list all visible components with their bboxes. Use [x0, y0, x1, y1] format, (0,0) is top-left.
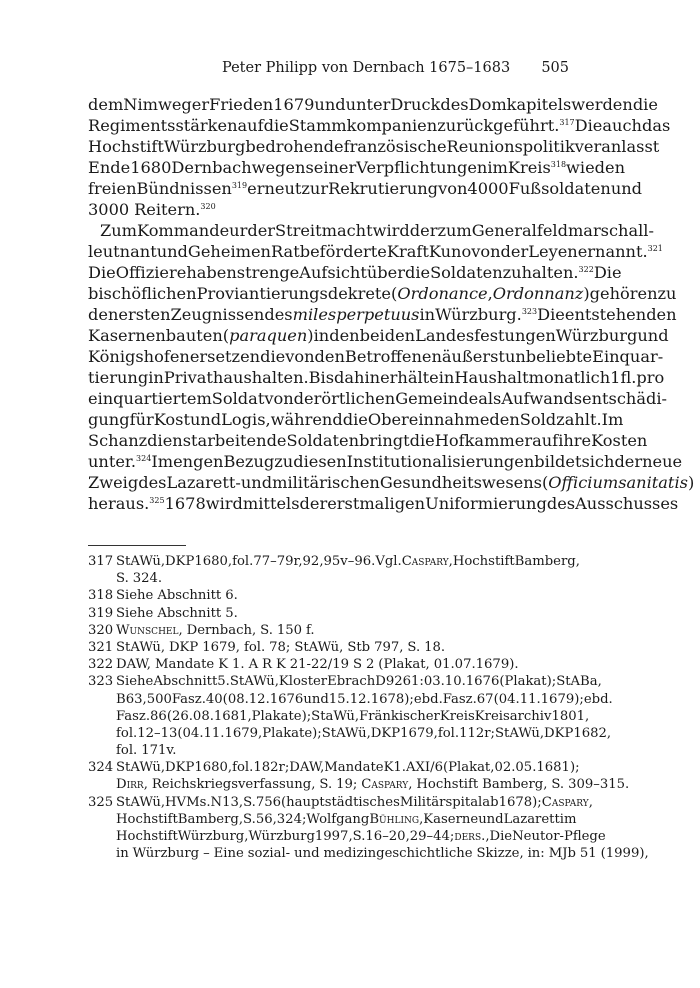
body-line: dem Nimweger Frieden 1679 und unter Druck des Domkapitels werden die	[88, 95, 658, 114]
running-header	[0, 60, 700, 80]
footnote-ref: 320	[200, 202, 216, 211]
footnote-line: Dirr, Reichskriegsverfassung, S. 19; Caspary, Hochstift Bamberg, S. 309–315.	[116, 777, 630, 793]
footnote-325	[88, 794, 649, 863]
footnote-ref: 322	[578, 265, 594, 274]
body-line: Zweig des Lazarett- und militärischen Gesundheitswesens (Officium sanitatis)	[88, 473, 695, 492]
body-line: Regimentsstärken auf die Stammkompanien zurückgeführt.$^{317}$ Die auch das	[88, 116, 671, 135]
footnote-line: StAWü, DKP 1679, fol. 78; StAWü, Stb 797, S. 18.	[116, 639, 446, 655]
footnote-line: DAW, Mandate K 1. A R K 21-22/19 S 2 (Plakat, 01.07.1679).	[116, 657, 519, 673]
body-line: gung für Kost und Logis, während die Obereinnahme den Sold zahlt. Im	[88, 410, 624, 429]
footnote-line: Wunschel, Dernbach, S. 150 f.	[116, 622, 315, 638]
footnote-ref: 323	[521, 307, 538, 316]
footnote-line: in Würzburg – Eine sozial- und medizingeschichtliche Skizze, in: MJb 51 (1999),	[116, 846, 649, 862]
footnote-line: StAWü, DKP 1680, fol. 77–79r, 92, 95v–96. Vgl. Caspary, Hochstift Bamberg,	[116, 554, 580, 569]
footnote-line: Siehe Abschnitt 5.	[116, 605, 238, 621]
footnote-ref: 317	[559, 118, 575, 127]
footnote-number: 319	[88, 605, 114, 621]
footnote-ref: 319	[231, 181, 248, 190]
body-line: einquartiertem Soldat von der örtlichen Gemeinde als Aufwandsentschädi-	[88, 389, 668, 408]
body-line: Hochstift Würzburg bedrohende französische Reunionspolitik veranlasst	[88, 137, 660, 156]
footnote-line: Hochstift Bamberg, S. 56, 324; Wolfgang Bühling, Kaserne und Lazarett im	[116, 811, 577, 827]
footnote-line: S. 324.	[116, 571, 163, 587]
body-line: Kasernenbauten (paraquen) in den beiden Landesfestungen Würzburg und	[88, 326, 669, 345]
body-line: Schanzdienst arbeitende Soldaten bringt die Hofkammer auf ihre Kosten	[88, 431, 648, 450]
body-line: Die Offiziere haben strenge Aufsicht über die Soldaten zu halten.$^{322}$ Die	[88, 263, 622, 282]
footnote-320	[88, 622, 572, 639]
body-line: Ende 1680 Dernbach wegen seiner Verpflichtungen im Kreis$^{318}$ wie den	[88, 158, 626, 177]
body-line: unter.$^{324}$ Im engen Bezug zu diesen Institutionalisierungen bildet sich der neue	[88, 452, 683, 471]
body-line: Zum Kommandeur der Streitmacht wird der zum Generalfeldmarschall-	[100, 221, 654, 240]
footnote-318	[88, 587, 572, 604]
footnote-line: fol. 12–13 (04.11.1679, Plakate); StAWü, DKP 1679, fol. 112r; StAWü, DKP 1682,	[116, 725, 612, 741]
footnote-number: 320	[88, 622, 114, 638]
body-line: heraus.$^{325}$ 1678 wird mittels der erstmaligen Uniformierung des Ausschusses	[88, 494, 679, 513]
footnote-321	[88, 639, 572, 656]
body-line: tierung in Privathaushalten. Bis dahin erhält ein Haushalt monatlich 1 fl. pro	[88, 368, 665, 387]
footnote-line: B 63, 500 Fasz. 40 (08.12.1676 und 15.12.1678); ebd. Fasz. 67 (04.11.1679); ebd.	[116, 691, 613, 707]
footnote-ref: 325	[149, 496, 165, 505]
footnote-line: Fasz. 86 (26.08.1681, Plakate); StaWü, Fränkischer Kreis Kreisarchiv 1801,	[116, 708, 590, 724]
footnote-319	[88, 605, 572, 622]
footnote-line: StAWü, DKP 1680, fol. 182r; DAW, Mandate K 1. A XI/6 (Plakat, 02.05.1681);	[116, 760, 580, 776]
body-line: den ersten Zeugnissen des miles perpetuus in Würzburg.$^{323}$ Die entstehenden	[88, 305, 677, 324]
footnote-number: 321	[88, 639, 114, 655]
footnote-line: Siehe Abschnitt 6.	[116, 588, 238, 604]
footnote-separator	[88, 545, 186, 546]
running-title: Peter Philipp von Dernbach 1675–1683	[222, 60, 511, 76]
footnote-line: Hochstift Würzburg, Würzburg 1997, S. 16–20, 29–44; ders., Die Neutor-Pflege	[116, 829, 606, 844]
page-number: 505	[541, 60, 569, 76]
footnote-line: StAWü, HV Ms. N 13, S. 756 (hauptstädtisches Militärspital ab 1678); Caspary,	[116, 794, 593, 810]
footnote-ref: 318	[550, 160, 567, 169]
body-line: 3000 Reitern.$^{320}$	[88, 200, 216, 219]
footnote-number: 318	[88, 588, 114, 604]
footnote-line: Siehe Abschnitt 5. StAWü, Kloster Ebrach D 9 261: 03.10.1676 (Plakat); StABa,	[116, 674, 602, 690]
body-text	[88, 94, 695, 514]
footnote-ref: 321	[647, 244, 663, 253]
body-line: freien Bündnissen$^{319}$ erneut zur Rekrutierung von 4000 Fußsoldaten und	[88, 179, 643, 198]
footnote-number: 323	[88, 674, 114, 690]
footnote-number: 322	[88, 657, 114, 673]
footnote-ref: 324	[136, 454, 152, 463]
footnote-number: 317	[88, 554, 114, 569]
footnote-322	[88, 656, 572, 673]
footnote-323	[88, 673, 613, 759]
footnote-324	[88, 759, 630, 793]
footnotes	[88, 553, 649, 862]
body-line: leutnant und Geheimen Rat beförderte Kraft Kuno von der Leyen ernannt.$^{321}$	[88, 242, 663, 261]
footnote-number: 325	[88, 794, 114, 810]
body-line: bischöflichen Proviantierungsdekrete (Ordonance, Ordonnanz) gehören zu	[88, 284, 677, 303]
footnote-number: 324	[88, 760, 114, 776]
footnote-line: fol. 171v.	[116, 743, 177, 759]
footnote-317	[88, 553, 580, 587]
body-line: Königshofen ersetzen die von den Betroffenen äußerst unbeliebte Einquar-	[88, 347, 664, 366]
